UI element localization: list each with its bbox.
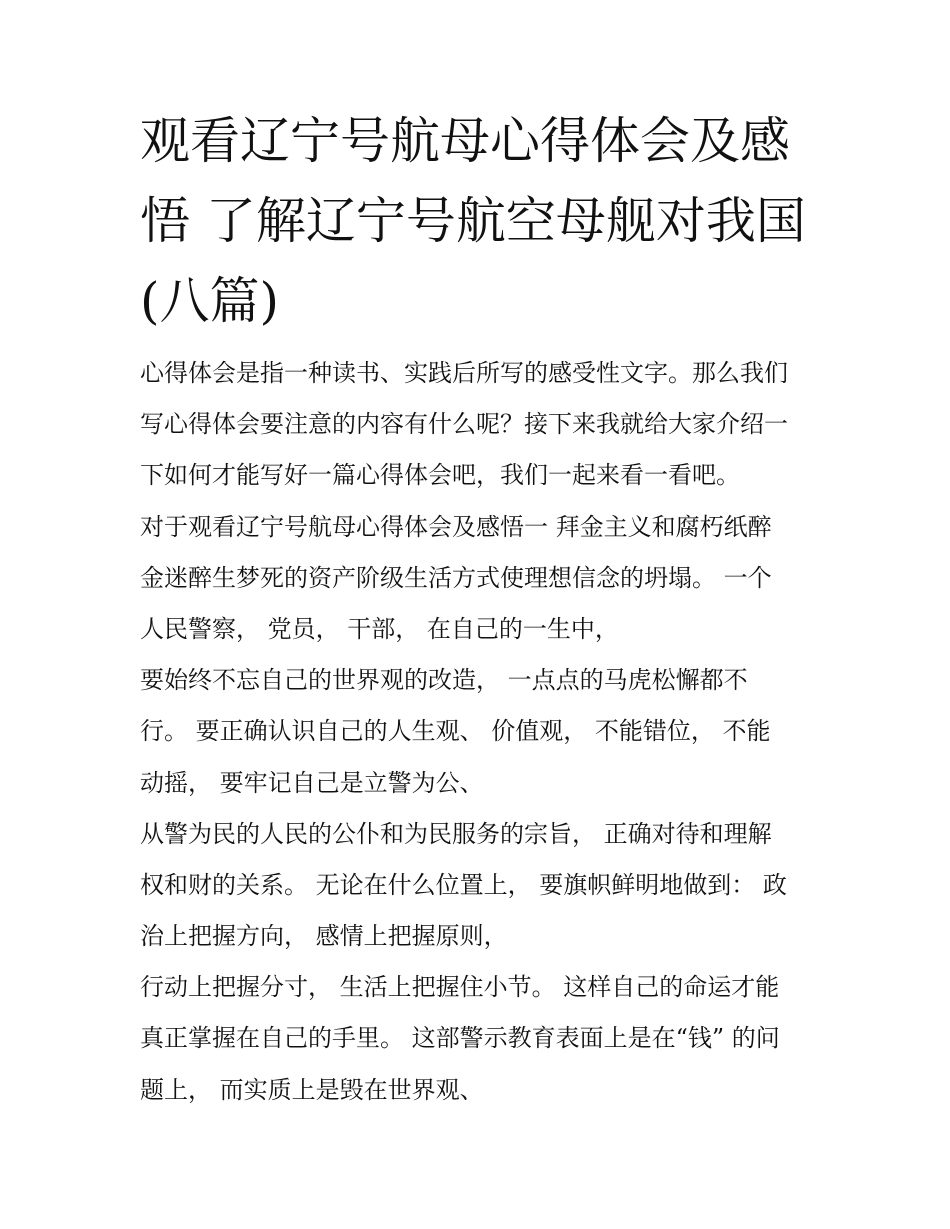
body-line: 真正掌握在自己的手里。 这部警示教育表面上是在“钱” 的问 (140, 1024, 780, 1053)
title-line: 悟 了解辽宁号航空母舰对我国 (140, 192, 806, 250)
body-line: 要始终不忘自己的世界观的改造， 一点点的马虎松懈都不 (140, 666, 748, 695)
body-line: 下如何才能写好一篇心得体会吧，我们一起来看一看吧。 (140, 461, 740, 490)
document-body (140, 356, 830, 1124)
body-line: 从警为民的人民的公仆和为民服务的宗旨， 正确对待和理解 (140, 819, 772, 848)
title-line: 观看辽宁号航母心得体会及感 (140, 112, 790, 170)
body-line: 写心得体会要注意的内容有什么呢？接下来我就给大家介绍一 (140, 410, 788, 439)
body-line: 对于观看辽宁号航母心得体会及感悟一 拜金主义和腐朽纸醉 (140, 512, 772, 541)
body-line: 治上把握方向， 感情上把握原则， (140, 922, 508, 951)
body-line: 行动上把握分寸， 生活上把握住小节。 这样自己的命运才能 (140, 973, 780, 1002)
body-line: 人民警察， 党员， 干部， 在自己的一生中， (140, 614, 619, 643)
body-line: 题上， 而实质上是毁在世界观、 (140, 1075, 484, 1104)
body-line: 动摇， 要牢记自己是立警为公、 (140, 768, 484, 797)
title-line: (八篇) (140, 272, 280, 330)
body-line: 权和财的关系。 无论在什么位置上， 要旗帜鲜明地做到： 政 (140, 870, 787, 899)
document-title (140, 112, 820, 356)
body-line: 心得体会是指一种读书、实践后所写的感受性文字。那么我们 (140, 359, 788, 387)
body-line: 行。 要正确认识自己的人生观、 价值观， 不能错位， 不能 (140, 717, 771, 746)
body-line: 金迷醉生梦死的资产阶级生活方式使理想信念的坍塌。 一个 (140, 563, 772, 592)
